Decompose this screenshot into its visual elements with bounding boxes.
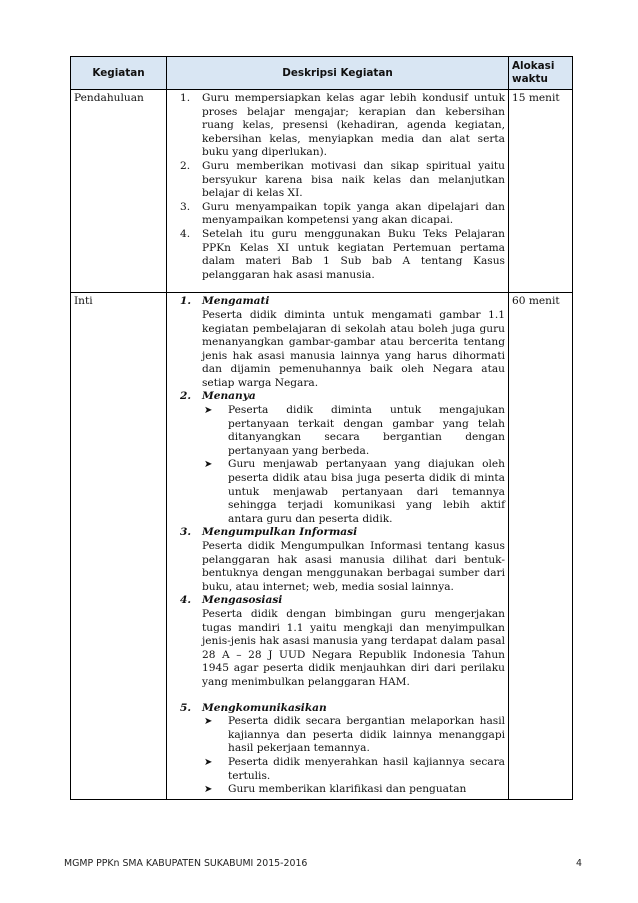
header-deskripsi: Deskripsi Kegiatan: [167, 57, 509, 90]
list-item: 4. Setelah itu guru menggunakan Buku Teks Pelajaran PPKn Kelas XI untuk kegiatan Pertemuan pertama dalam materi Bab 1 Sub bab A tentang Kasus pelanggaran hak asasi manusia.: [180, 227, 505, 281]
step-title: Mengamati: [202, 295, 270, 308]
document-page: [70, 56, 572, 800]
cell-kegiatan-inti: Inti: [71, 293, 167, 799]
cell-deskripsi-pendahuluan: [167, 90, 509, 293]
row-pendahuluan: [71, 90, 573, 293]
arrow-bullet-icon: ➤: [204, 459, 213, 471]
step-title: Menanya: [202, 390, 256, 403]
step-title: Mengkomunikasikan: [202, 701, 327, 714]
activity-table: [70, 56, 573, 800]
arrow-bullet-icon: ➤: [204, 784, 213, 796]
header-alokasi: Alokasi waktu: [509, 57, 573, 90]
arrow-bullet-icon: ➤: [204, 716, 213, 728]
list-item: ➤ Peserta didik secara bergantian melaporkan hasil kajiannya dan peserta didik lainnya menanggapi hasil pekerjaan temannya.: [204, 715, 505, 755]
list-item: 1. Guru mempersiapkan kelas agar lebih kondusif untuk proses belajar mengajar; kerapian dan kebersihan ruang kelas, presensi (kehadiran, agenda kegiatan, kebersihan kelas, menyiapkan media dan alat serta buku yang diperlukan).: [180, 92, 505, 159]
list-item: 2. Guru memberikan motivasi dan sikap spiritual yaitu bersyukur karena bisa naik kelas dan melanjutkan belajar di kelas XI.: [180, 159, 505, 200]
step-mengamati: 1. Mengamati Peserta didik diminta untuk mengamati gambar 1.1 kegiatan pembelajaran di sekolah atau boleh juga guru menanyangkan gambar-gambar atau bercerita tentang jenis hak asasi manusia lainnya yang harus dihormati dan dijamin pemenuhannya baik oleh Negara atau setiap warga Negara.: [180, 295, 505, 389]
cell-waktu-inti: 60 menit: [509, 293, 573, 799]
arrow-bullet-icon: ➤: [204, 756, 213, 768]
step-mengumpulkan-informasi: 3. Mengumpulkan Informasi Peserta didik Mengumpulkan Informasi tentang kasus pelanggaran hak asasi manusia dilihat dari bentuk-bentuknya dengan menggunakan berbagai sumber dari buku, atau internet; web, media sosial lainnya.: [180, 526, 505, 593]
cell-waktu-pendahuluan: 15 menit: [509, 90, 573, 293]
step-title: Mengumpulkan Informasi: [202, 526, 358, 539]
list-item: ➤ Peserta didik menyerahkan hasil kajiannya secara tertulis.: [204, 755, 505, 782]
cell-deskripsi-inti: [167, 293, 509, 799]
arrow-bullet-icon: ➤: [204, 405, 213, 417]
step-mengasosiasi: 4. Mengasosiasi Peserta didik dengan bimbingan guru mengerjakan tugas mandiri 1.1 yaitu mengkaji dan menyimpulkan jenis-jenis hak asasi manusia yang terdapat dalam pasal 28 A – 28 J UUD Negara Republik Indonesia Tahun 1945 agar peserta didik menjauhkan diri dari perilaku yang menimbulkan pelanggaran HAM.: [180, 594, 505, 688]
list-item: 3. Guru menyampaikan topik yanga akan dipelajari dan menyampaikan kompetensi yang akan dicapai.: [180, 200, 505, 227]
list-item: ➤ Guru menjawab pertanyaan yang diajukan oleh peserta didik atau bisa juga peserta didik di minta untuk menjawab pertanyaan dari temannya sehingga terjadi komunikasi yang lebih aktif antara guru dan peserta didik.: [204, 458, 505, 525]
footer-text: MGMP PPKn SMA KABUPATEN SUKABUMI 2015-2016: [64, 858, 308, 869]
step-mengkomunikasikan: 5. Mengkomunikasikan ➤ Peserta didik secara bergantian melaporkan hasil kajiannya dan peserta didik lainnya menanggapi hasil pekerjaan temannya. ➤ Peserta didik menyerahkan hasil kajiannya secara tertulis. ➤ Guru memberikan klarifikasi dan penguatan: [180, 701, 505, 796]
pendahuluan-steps: [170, 92, 505, 282]
header-kegiatan: Kegiatan: [71, 57, 167, 90]
page-number: 4: [576, 858, 582, 869]
table-header-row: [71, 57, 573, 90]
page-footer: [64, 858, 582, 869]
list-item: ➤ Peserta didik diminta untuk mengajukan pertanyaan terkait dengan gambar yang telah ditanyangkan secara bergantian dengan pertanyaan yang berbeda.: [204, 404, 505, 457]
step-title: Mengasosiasi: [202, 594, 283, 607]
row-inti: [71, 293, 573, 799]
step-menanya: 2. Menanya ➤ Peserta didik diminta untuk mengajukan pertanyaan terkait dengan gambar yang telah ditanyangkan secara bergantian dengan pertanyaan yang berbeda. ➤ Guru menjawab pertanyaan yang diajukan oleh peserta didik atau bisa juga peserta didik di minta untuk menjawab pertanyaan dari temannya sehingga terjadi komunikasi yang lebih aktif antara guru dan peserta didik.: [180, 390, 505, 525]
list-item: ➤ Guru memberikan klarifikasi dan penguatan: [204, 783, 467, 796]
inti-steps: [170, 295, 505, 796]
cell-kegiatan-pendahuluan: Pendahuluan: [71, 90, 167, 293]
